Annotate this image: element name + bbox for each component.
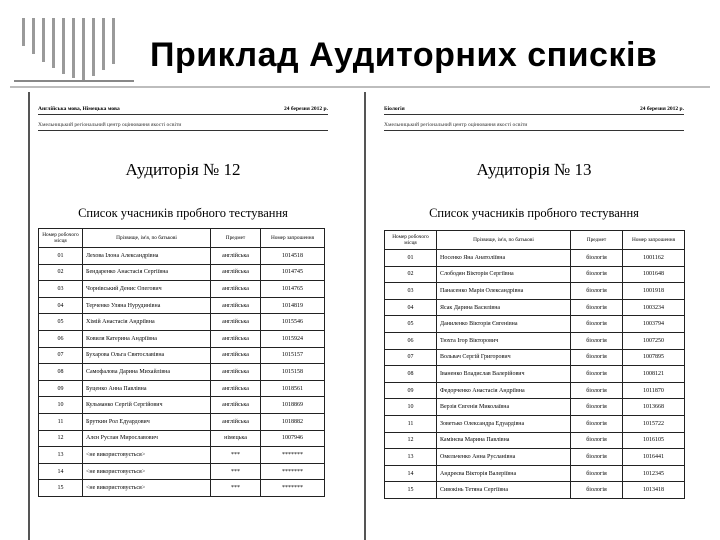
full-name-cell: Омельченко Анна Русланівна <box>437 449 571 466</box>
table-row <box>385 266 685 283</box>
table-row <box>385 316 685 333</box>
full-name-cell: Бендаренко Анастасія Сергіївна <box>83 264 211 281</box>
subject-cell: біологія <box>571 266 623 283</box>
subject-cell: англійська <box>211 397 261 414</box>
invitation-number-cell: 1016105 <box>623 432 685 449</box>
right-doc-subject: Біологія <box>384 106 405 112</box>
subject-cell: біологія <box>571 399 623 416</box>
table-row <box>385 366 685 383</box>
right-doc-date: 24 березня 2012 р. <box>639 106 684 112</box>
table-row <box>39 248 325 265</box>
table-row <box>39 314 325 331</box>
table-row <box>385 465 685 482</box>
full-name-cell: Хімій Анастасія Андріївна <box>83 314 211 331</box>
seat-number-cell: 09 <box>39 380 83 397</box>
slide-title: Приклад Аудиторних списків <box>150 36 658 74</box>
right-doc-center: Хмельницький регіональний центр оцінювання якості освіти <box>384 122 528 128</box>
table-row <box>39 297 325 314</box>
subject-cell: англійська <box>211 380 261 397</box>
left-doc-subject: Англійська мова, Німецька мова <box>38 106 120 112</box>
invitation-number-cell: 1018869 <box>261 397 325 414</box>
full-name-cell: Самофалова Дарина Михайлівна <box>83 364 211 381</box>
invitation-number-cell: 1014765 <box>261 281 325 298</box>
invitation-number-cell: 1018561 <box>261 380 325 397</box>
left-auditorium-title: Аудиторія № 12 <box>125 160 241 179</box>
seat-number-cell: 04 <box>385 299 437 316</box>
subject-cell: біологія <box>571 349 623 366</box>
invitation-number-cell: 1001162 <box>623 250 685 267</box>
invitation-number-cell: 1014745 <box>261 264 325 281</box>
table-row <box>39 430 325 447</box>
invitation-number-cell: 1015157 <box>261 347 325 364</box>
subject-cell: англійська <box>211 330 261 347</box>
subject-cell: біологія <box>571 465 623 482</box>
table-row <box>385 432 685 449</box>
full-name-cell: Слободян Вікторія Сергіївна <box>437 266 571 283</box>
full-name-cell: Іваненко Владислав Валерійович <box>437 366 571 383</box>
subject-cell: німецька <box>211 430 261 447</box>
seat-number-cell: 07 <box>385 349 437 366</box>
table-row <box>385 250 685 267</box>
invitation-number-cell: 1007946 <box>261 430 325 447</box>
table-row <box>385 482 685 499</box>
column-header: Прізвище, ім'я, по батькові <box>437 231 571 250</box>
table-row <box>385 382 685 399</box>
full-name-cell: Бруткин Рол Едуардович <box>83 413 211 430</box>
full-name-cell: Ковиля Катерина Андріївна <box>83 330 211 347</box>
seat-number-cell: 02 <box>385 266 437 283</box>
center-divider <box>364 92 366 540</box>
full-name-cell: Андреєва Вікторія Валеріївна <box>437 465 571 482</box>
full-name-cell: <не використовується> <box>83 447 211 464</box>
table-row <box>39 480 325 497</box>
invitation-number-cell: 1001648 <box>623 266 685 283</box>
subject-cell: *** <box>211 463 261 480</box>
subject-cell: біологія <box>571 432 623 449</box>
seat-number-cell: 09 <box>385 382 437 399</box>
full-name-cell: Бухарова Ольга Святославівна <box>83 347 211 364</box>
subject-cell: біологія <box>571 316 623 333</box>
invitation-number-cell: 1008121 <box>623 366 685 383</box>
subject-cell: біологія <box>571 449 623 466</box>
seat-number-cell: 10 <box>385 399 437 416</box>
seat-number-cell: 07 <box>39 347 83 364</box>
invitation-number-cell: 1015546 <box>261 314 325 331</box>
column-header: Прізвище, ім'я, по батькові <box>83 229 211 248</box>
table-row <box>39 413 325 430</box>
full-name-cell: Панасенко Марія Олександрівна <box>437 283 571 300</box>
right-participants-table <box>384 230 685 499</box>
invitation-number-cell: 1014518 <box>261 248 325 265</box>
left-participants-table <box>38 228 325 497</box>
full-name-cell: Даниленко Вікторія Євгенівна <box>437 316 571 333</box>
invitation-number-cell: 1016441 <box>623 449 685 466</box>
subject-cell: англійська <box>211 297 261 314</box>
invitation-number-cell: 1003794 <box>623 316 685 333</box>
full-name-cell: Тюхта Ігор Вікторович <box>437 332 571 349</box>
seat-number-cell: 05 <box>39 314 83 331</box>
left-list-title: Список учасників пробного тестування <box>78 206 288 220</box>
title-rule <box>10 86 710 88</box>
full-name-cell: Федорченко Анастасія Андріївна <box>437 382 571 399</box>
subject-cell: англійська <box>211 248 261 265</box>
subject-cell: біологія <box>571 366 623 383</box>
table-row <box>39 397 325 414</box>
full-name-cell: Носенко Яна Анатоліївна <box>437 250 571 267</box>
table-row <box>39 330 325 347</box>
invitation-number-cell: 1018882 <box>261 413 325 430</box>
right-document <box>384 100 684 494</box>
full-name-cell: Верзія Євгенія Миколаївна <box>437 399 571 416</box>
full-name-cell: Сивокінь Тетяна Сергіївна <box>437 482 571 499</box>
table-row <box>385 299 685 316</box>
seat-number-cell: 13 <box>39 447 83 464</box>
subject-cell: *** <box>211 480 261 497</box>
subject-cell: *** <box>211 447 261 464</box>
seat-number-cell: 11 <box>385 415 437 432</box>
column-header: Номер робочого місця <box>385 231 437 250</box>
table-row <box>39 264 325 281</box>
seat-number-cell: 04 <box>39 297 83 314</box>
seat-number-cell: 12 <box>385 432 437 449</box>
invitation-number-cell: 1015722 <box>623 415 685 432</box>
invitation-number-cell: ******* <box>261 447 325 464</box>
invitation-number-cell: 1007250 <box>623 332 685 349</box>
seat-number-cell: 05 <box>385 316 437 333</box>
left-doc-center: Хмельницький регіональний центр оцінювання якості освіти <box>38 122 182 128</box>
seat-number-cell: 14 <box>385 465 437 482</box>
column-header: Номер запрошення <box>623 231 685 250</box>
full-name-cell: Зоветько Олександра Едуардівна <box>437 415 571 432</box>
full-name-cell: Лехова Ілона Александрівна <box>83 248 211 265</box>
left-doc-date: 24 березня 2012 р. <box>283 106 328 112</box>
invitation-number-cell: 1013668 <box>623 399 685 416</box>
table-row <box>385 283 685 300</box>
table-row <box>39 364 325 381</box>
seat-number-cell: 12 <box>39 430 83 447</box>
subject-cell: англійська <box>211 281 261 298</box>
subject-cell: біологія <box>571 299 623 316</box>
invitation-number-cell: 1014819 <box>261 297 325 314</box>
full-name-cell: Буценко Анна Павлівна <box>83 380 211 397</box>
right-list-title: Список учасників пробного тестування <box>429 206 639 220</box>
subject-cell: англійська <box>211 347 261 364</box>
seat-number-cell: 11 <box>39 413 83 430</box>
invitation-number-cell: ******* <box>261 480 325 497</box>
seat-number-cell: 06 <box>385 332 437 349</box>
invitation-number-cell: 1007895 <box>623 349 685 366</box>
seat-number-cell: 15 <box>39 480 83 497</box>
table-row <box>385 399 685 416</box>
table-row <box>385 415 685 432</box>
left-document <box>38 100 328 492</box>
seat-number-cell: 03 <box>39 281 83 298</box>
seat-number-cell: 02 <box>39 264 83 281</box>
title-decoration <box>14 18 144 80</box>
full-name-cell: Камінєва Марина Павлівна <box>437 432 571 449</box>
invitation-number-cell: 1013418 <box>623 482 685 499</box>
subject-cell: біологія <box>571 332 623 349</box>
invitation-number-cell: 1015158 <box>261 364 325 381</box>
invitation-number-cell: 1001918 <box>623 283 685 300</box>
invitation-number-cell: 1003234 <box>623 299 685 316</box>
full-name-cell: Чорнівський Денис Олегович <box>83 281 211 298</box>
column-header: Номер запрошення <box>261 229 325 248</box>
right-auditorium-title: Аудиторія № 13 <box>476 160 592 179</box>
table-row <box>39 281 325 298</box>
full-name-cell: <не використовується> <box>83 463 211 480</box>
subject-cell: англійська <box>211 364 261 381</box>
invitation-number-cell: 1011870 <box>623 382 685 399</box>
left-divider <box>28 92 30 540</box>
seat-number-cell: 15 <box>385 482 437 499</box>
full-name-cell: Ясак Дарина Василівна <box>437 299 571 316</box>
subject-cell: біологія <box>571 415 623 432</box>
table-row <box>385 332 685 349</box>
table-row <box>39 380 325 397</box>
subject-cell: англійська <box>211 314 261 331</box>
subject-cell: біологія <box>571 382 623 399</box>
seat-number-cell: 01 <box>39 248 83 265</box>
seat-number-cell: 03 <box>385 283 437 300</box>
subject-cell: біологія <box>571 250 623 267</box>
table-row <box>39 447 325 464</box>
subject-cell: англійська <box>211 413 261 430</box>
seat-number-cell: 13 <box>385 449 437 466</box>
invitation-number-cell: 1012345 <box>623 465 685 482</box>
seat-number-cell: 08 <box>385 366 437 383</box>
full-name-cell: <не використовується> <box>83 480 211 497</box>
seat-number-cell: 01 <box>385 250 437 267</box>
full-name-cell: Алєн Руслан Мирославович <box>83 430 211 447</box>
seat-number-cell: 06 <box>39 330 83 347</box>
subject-cell: англійська <box>211 264 261 281</box>
column-header: Предмет <box>571 231 623 250</box>
full-name-cell: Вольвач Сергій Григорович <box>437 349 571 366</box>
invitation-number-cell: 1015924 <box>261 330 325 347</box>
table-row <box>39 347 325 364</box>
subject-cell: біологія <box>571 482 623 499</box>
table-row <box>385 349 685 366</box>
column-header: Предмет <box>211 229 261 248</box>
table-row <box>39 463 325 480</box>
full-name-cell: Кульманко Сергій Сергійович <box>83 397 211 414</box>
full-name-cell: Терченко Уляна Нурудинівна <box>83 297 211 314</box>
table-row <box>385 449 685 466</box>
seat-number-cell: 10 <box>39 397 83 414</box>
seat-number-cell: 14 <box>39 463 83 480</box>
invitation-number-cell: ******* <box>261 463 325 480</box>
seat-number-cell: 08 <box>39 364 83 381</box>
subject-cell: біологія <box>571 283 623 300</box>
column-header: Номер робочого місця <box>39 229 83 248</box>
